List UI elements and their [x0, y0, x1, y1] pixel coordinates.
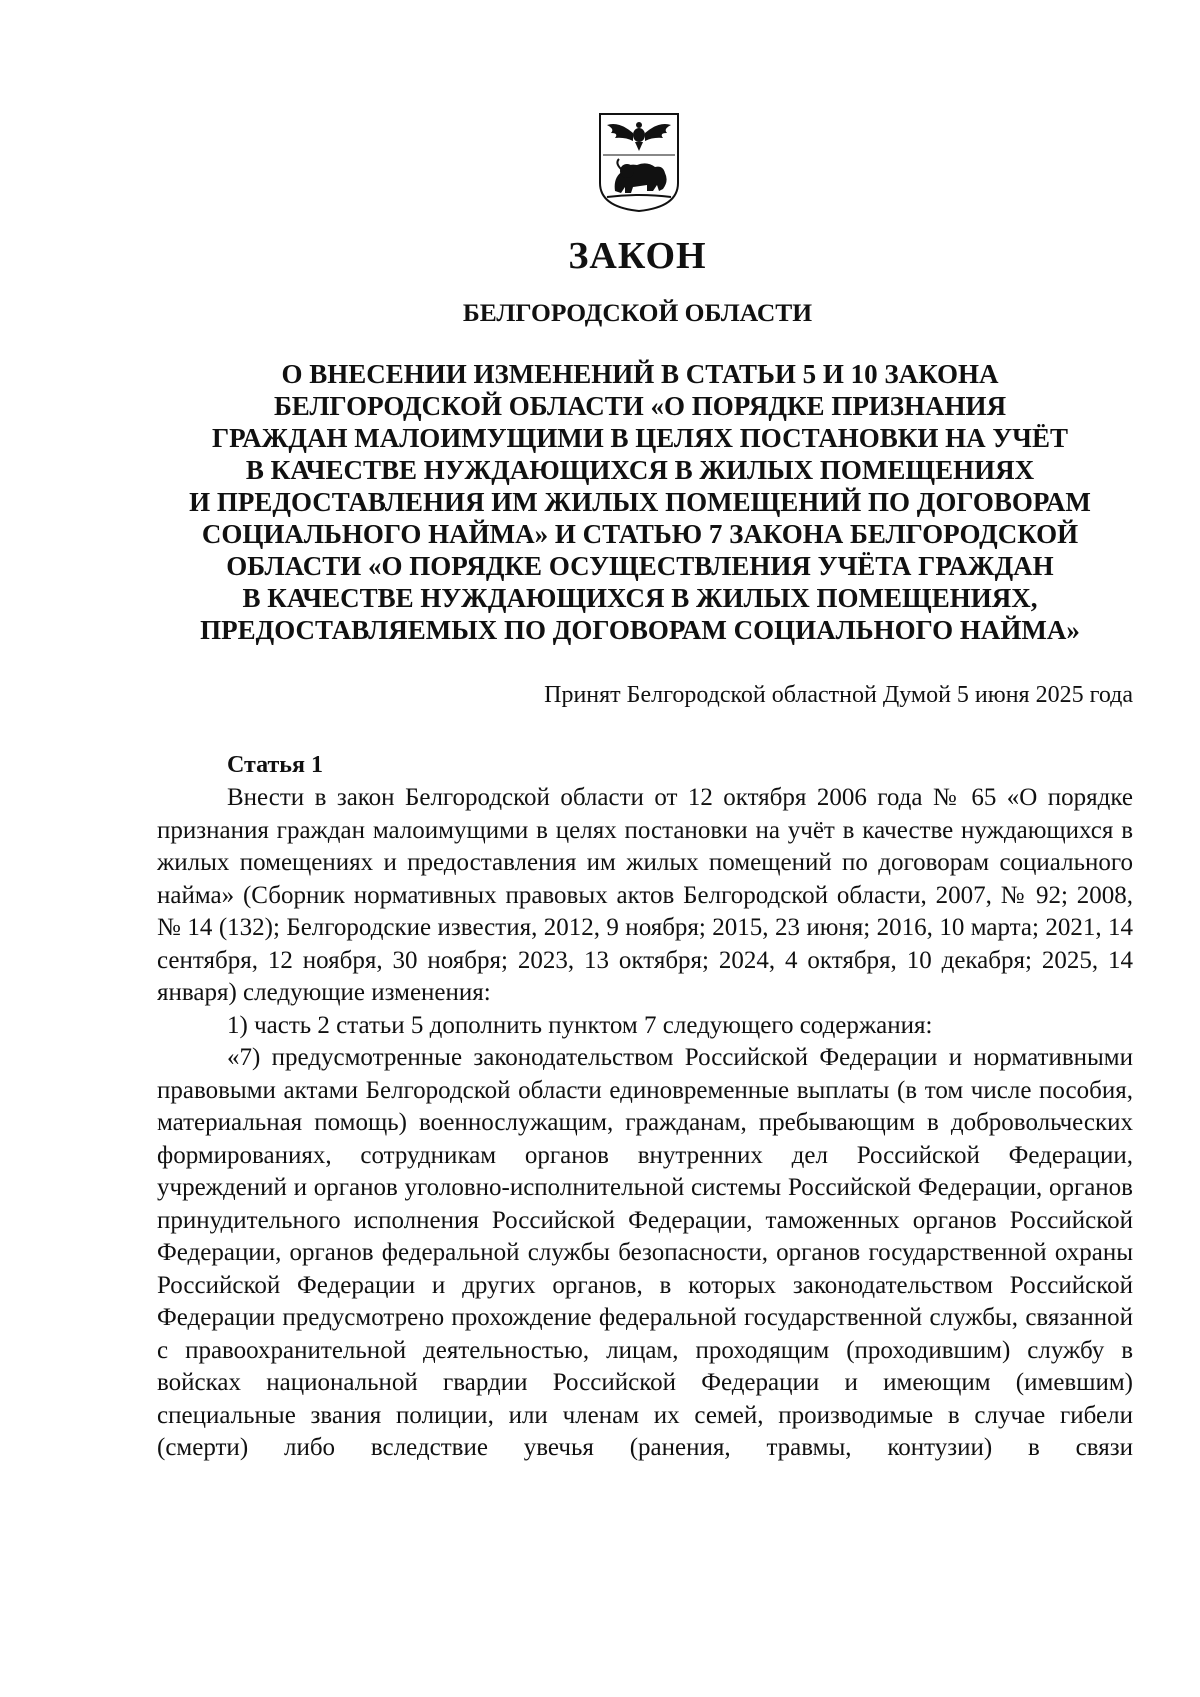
emblem-svg	[597, 111, 681, 213]
coat-of-arms-icon	[597, 111, 681, 213]
subject-line: ОБЛАСТИ «О ПОРЯДКЕ ОСУЩЕСТВЛЕНИЯ УЧЁТА ГРАЖДАН	[226, 551, 1054, 581]
subject-line: О ВНЕСЕНИИ ИЗМЕНЕНИЙ В СТАТЬИ 5 И 10 ЗАКОНА	[281, 359, 999, 389]
subject-line: ГРАЖДАН МАЛОИМУЩИМИ В ЦЕЛЯХ ПОСТАНОВКИ НА УЧЁТ	[211, 423, 1069, 453]
subject-line: ПРЕДОСТАВЛЯЕМЫХ ПО ДОГОВОРАМ СОЦИАЛЬНОГО НАЙМА»	[200, 615, 1080, 645]
subject-line: СОЦИАЛЬНОГО НАЙМА» И СТАТЬЮ 7 ЗАКОНА БЕЛГОРОДСКОЙ	[201, 519, 1079, 549]
subject-line: И ПРЕДОСТАВЛЕНИЯ ИМ ЖИЛЫХ ПОМЕЩЕНИЙ ПО ДОГОВОРАМ	[189, 487, 1091, 517]
article-heading: Статья 1	[227, 752, 323, 778]
article-paragraph: «7) предусмотренные законодательством Российской Федерации и нормативными правовыми актами Белгородской области единовременные выплаты (в том числе пособия, материальная помощь) военнослужащим, гражданам, пребывающим в добровольческих формированиях, сотрудникам органов внутренних дел Российской Федерации, учреждений и органов уголовно-исполнительной системы Российской Федерации, органов принудительного исполнения Российской Федерации, таможенных органов Российской Федерации, органов федеральной службы безопасности, органов государственной охраны Российской Федерации и других органов, в которых законодательством Российской Федерации предусмотрено прохождение федеральной государственной службы, связанной с правоохранительной деятельностью, лицам, проходящим (проходившим) службу в войсках национальной гвардии Российской Федерации и имеющим (имевшим) специальные звания полиции, или членам их семей, производимые в случае гибели (смерти) либо вследствие увечья (ранения, травмы, контузии) в связи	[157, 1044, 1133, 1461]
document-type-title: ЗАКОН	[568, 235, 707, 277]
adoption-note: Принят Белгородской областной Думой 5 июня 2025 года	[544, 682, 1133, 708]
article-body	[157, 782, 1133, 1465]
law-subject-title	[140, 358, 1140, 646]
article-paragraph: Внести в закон Белгородской области от 12 октября 2006 года № 65 «О порядке признания граждан малоимущими в целях постановки на учёт в качестве нуждающихся в жилых помещениях и предоставления им жилых помещений по договорам социального найма» (Сборник нормативных правовых актов Белгородской области, 2007, № 92; 2008, № 14 (132); Белгородские известия, 2012, 9 ноября; 2015, 23 июня; 2016, 10 марта; 2021, 14 сентября, 12 ноября, 30 ноября; 2023, 13 октября; 2024, 4 октября, 10 декабря; 2025, 14 января) следующие изменения:	[157, 784, 1133, 1006]
article-paragraph: 1) часть 2 статьи 5 дополнить пунктом 7 следующего содержания:	[227, 1011, 933, 1039]
subject-line: В КАЧЕСТВЕ НУЖДАЮЩИХСЯ В ЖИЛЫХ ПОМЕЩЕНИЯХ	[245, 455, 1035, 485]
region-title: БЕЛГОРОДСКОЙ ОБЛАСТИ	[462, 298, 813, 327]
subject-line: В КАЧЕСТВЕ НУЖДАЮЩИХСЯ В ЖИЛЫХ ПОМЕЩЕНИЯХ,	[242, 583, 1038, 613]
subject-line: БЕЛГОРОДСКОЙ ОБЛАСТИ «О ПОРЯДКЕ ПРИЗНАНИЯ	[273, 391, 1007, 421]
